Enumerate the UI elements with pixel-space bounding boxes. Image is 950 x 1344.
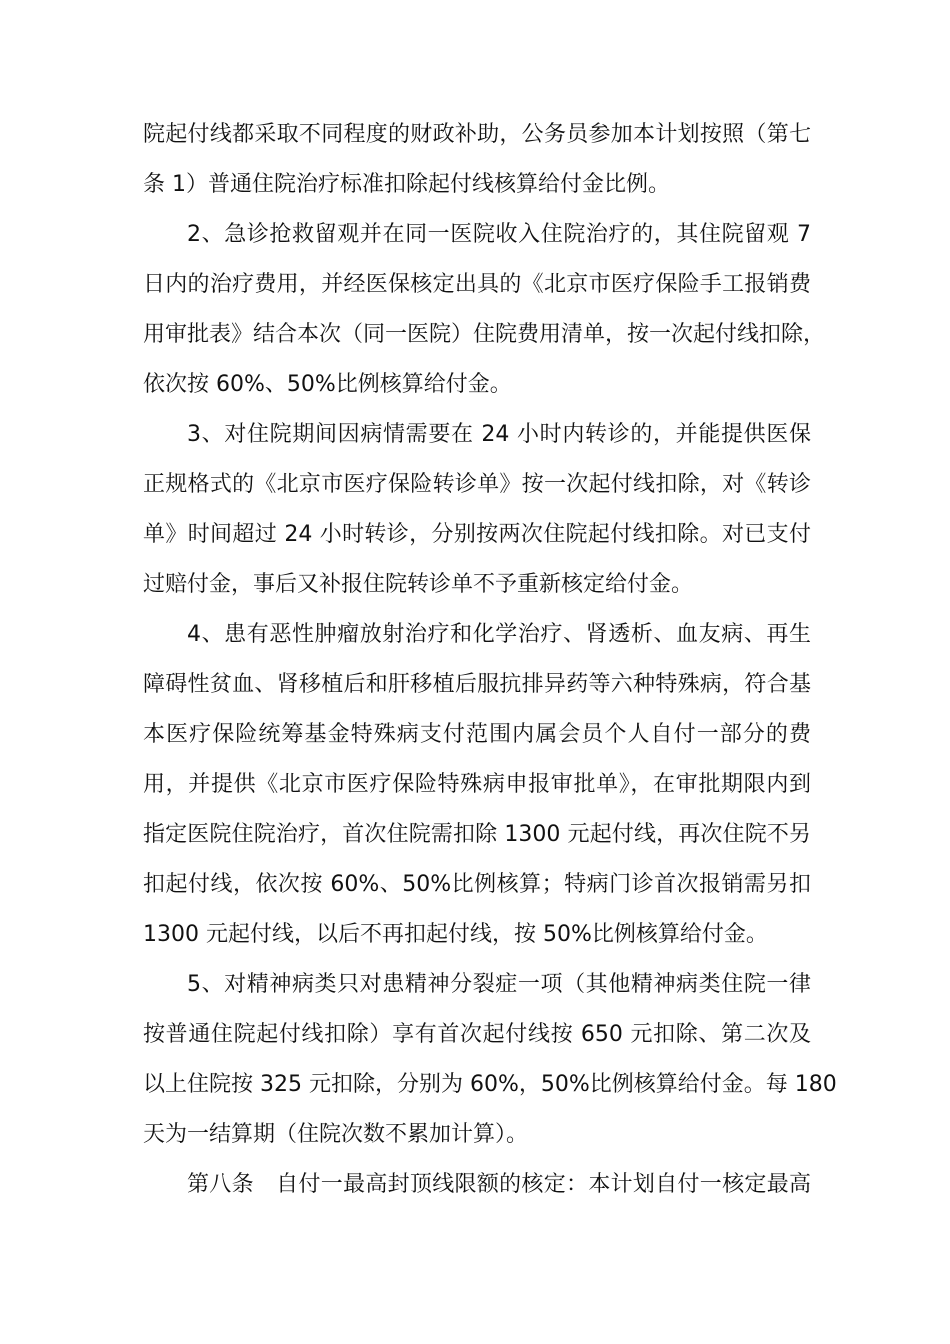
text-line: 指定医院住院治疗，首次住院需扣除 1300 元起付线，再次住院不另 bbox=[143, 822, 811, 847]
text-line: 天为一结算期（住院次数不累加计算）。 bbox=[143, 1122, 529, 1147]
text-line: 1300 元起付线，以后不再扣起付线，按 50%比例核算给付金。 bbox=[143, 922, 768, 947]
text-line: 正规格式的《北京市医疗保险转诊单》按一次起付线扣除，对《转诊 bbox=[143, 472, 811, 497]
text-line: 3、对住院期间因病情需要在 24 小时内转诊的，并能提供医保 bbox=[187, 422, 811, 447]
text-line: 5、对精神病类只对患精神分裂症一项（其他精神病类住院一律 bbox=[187, 972, 811, 997]
text-line: 2、急诊抢救留观并在同一医院收入住院治疗的，其住院留观 7 bbox=[187, 222, 811, 247]
text-line: 院起付线都采取不同程度的财政补助，公务员参加本计划按照（第七 bbox=[143, 122, 811, 147]
text-line: 4、患有恶性肿瘤放射治疗和化学治疗、肾透析、血友病、再生 bbox=[187, 622, 811, 647]
text-line: 日内的治疗费用，并经医保核定出具的《北京市医疗保险手工报销费 bbox=[143, 272, 811, 297]
text-line: 依次按 60%、50%比例核算给付金。 bbox=[143, 372, 512, 397]
text-line: 以上住院按 325 元扣除，分别为 60%，50%比例核算给付金。每 180 bbox=[143, 1072, 837, 1097]
body-text bbox=[143, 110, 837, 1210]
text-line: 按普通住院起付线扣除）享有首次起付线按 650 元扣除、第二次及 bbox=[143, 1022, 811, 1047]
text-line: 用审批表》结合本次（同一医院）住院费用清单，按一次起付线扣除， bbox=[143, 322, 826, 347]
text-line: 第八条 自付一最高封顶线限额的核定：本计划自付一核定最高 bbox=[187, 1172, 811, 1197]
text-line: 扣起付线，依次按 60%、50%比例核算；特病门诊首次报销需另扣 bbox=[143, 872, 811, 897]
text-line: 用，并提供《北京市医疗保险特殊病申报审批单》，在审批期限内到 bbox=[143, 772, 811, 797]
text-line: 障碍性贫血、肾移植后和肝移植后服抗排异药等六种特殊病，符合基 bbox=[143, 672, 811, 697]
text-line: 本医疗保险统筹基金特殊病支付范围内属会员个人自付一部分的费 bbox=[143, 722, 811, 747]
text-line: 单》时间超过 24 小时转诊，分别按两次住院起付线扣除。对已支付 bbox=[143, 522, 811, 547]
text-line: 条 1）普通住院治疗标准扣除起付线核算给付金比例。 bbox=[143, 172, 670, 197]
text-line: 过赔付金，事后又补报住院转诊单不予重新核定给付金。 bbox=[143, 572, 694, 597]
